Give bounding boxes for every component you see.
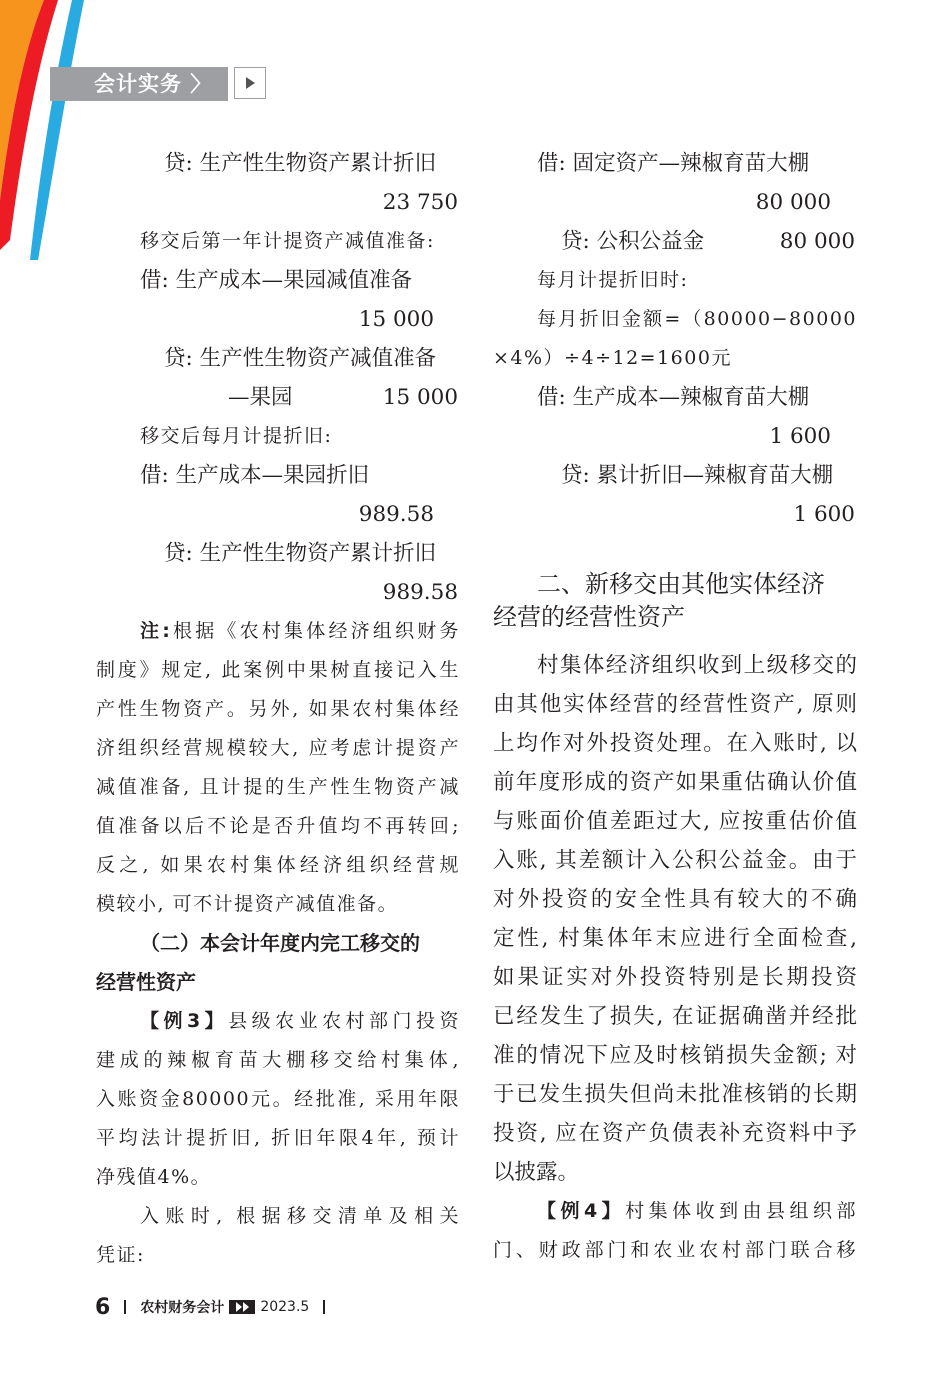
note-line: 制度》规定, 此案例中果树直接记入生 [96,659,460,681]
paragraph-line: 村集体经济组织收到上级移交的 [537,653,857,678]
note-line: 模较小, 可不计提资产减值准备。 [96,893,399,915]
paragraph-line: 定性, 村集体年末应进行全面检查, [493,926,857,951]
note-line: 减值准备, 且计提的生产性生物资产减 [96,776,460,798]
amount: 15 000 [382,385,458,410]
amount: 15 000 [358,307,434,332]
note-line: 济组织经营规模较大, 应考虑计提资产 [96,737,460,759]
step-label: 移交后每月计提折旧: [140,425,333,447]
example-label: 【例4】 [537,1200,626,1222]
paragraph-line: 对外投资的安全性具有较大的不确 [493,887,857,912]
example-line [493,1192,857,1231]
credit-entry: 贷: 生产性生物资产累计折旧 [164,541,437,566]
step-label: 移交后第一年计提资产减值准备: [140,230,435,252]
amount: 1 600 [769,424,831,449]
debit-entry: 借: 生产成本—辣椒育苗大棚 [537,385,810,410]
section-tag-label: 会计实务 〉 [94,72,213,96]
paragraph-line: 如果证实对外投资特别是长期投资 [493,965,857,990]
entry-intro-line: 入账时, 根据移交清单及相关 [140,1205,460,1227]
paragraph-line: 上均作对外投资处理。在入账时, 以 [493,731,857,756]
example-text: 县级农业农村部门投资 [228,1010,460,1032]
section-heading: 经营的经营性资产 [493,603,685,631]
example-line: 入账资金80000元。经批准, 采用年限 [96,1088,460,1110]
right-column [493,144,857,1270]
paragraph-line: 入账, 其差额计入公积公益金。由于 [493,848,857,873]
paragraph-line: 前年度形成的资产如果重估确认价值 [493,770,857,795]
debit-entry: 借: 生产成本—果园折旧 [140,463,370,488]
debit-entry: 借: 固定资产—辣椒育苗大棚 [537,151,810,176]
example-line: 门、财政部门和农业农村部门联合移 [493,1239,857,1261]
amount: 23 750 [382,190,458,215]
example-line: 建成的辣椒育苗大棚移交给村集体, [96,1049,460,1071]
example-line [96,1002,460,1041]
example-line: 平均法计提折旧, 折旧年限4年, 预计 [96,1127,460,1149]
credit-entry: 贷: 累计折旧—辣椒育苗大棚 [561,463,834,488]
subsection-heading: 经营性资产 [96,970,196,994]
example-text: 村集体收到由县组织部 [625,1200,857,1222]
note-line: 产性生物资产。另外, 如果农村集体经 [96,698,460,720]
double-arrow-icon [229,1300,255,1314]
account-name: —果园 [228,385,293,410]
subsection-heading: （二）本会计年度内完工移交的 [140,931,420,955]
credit-entry: 贷: 生产性生物资产减值准备 [164,346,437,371]
paragraph-line: 于已发生损失但尚未批准核销的长期 [493,1082,857,1107]
note-text: 根据《农村集体经济组织财务 [171,620,460,642]
entry-intro-line: 凭证: [96,1244,145,1266]
page-footer [95,1295,339,1319]
section-heading: 二、新移交由其他实体经济 [537,570,825,598]
debit-entry: 借: 生产成本—果园减值准备 [140,268,413,293]
issue-number: 2023.5 [260,1299,310,1315]
page-number: 6 [95,1294,111,1320]
paragraph-line: 已经发生了损失, 在证据确凿并经批 [493,1004,857,1029]
account-name: 贷: 公积公益金 [561,229,705,254]
paragraph-line: 准的情况下应及时核销损失金额; 对 [493,1043,857,1068]
footer-divider [124,1300,126,1314]
note-line [96,612,460,651]
paragraph-line: 由其他实体经营的经营性资产, 原则 [493,692,857,717]
paragraph-line: 投资, 应在资产负债表补充资料中予 [493,1121,857,1146]
credit-entry [493,222,857,261]
credit-entry: 贷: 生产性生物资产累计折旧 [164,151,437,176]
note-label: 注: [140,620,172,642]
magazine-name: 农村财务会计 [140,1300,225,1316]
note-line: 反之, 如果农村集体经济组织经营规 [96,854,460,876]
play-arrow-icon [234,67,266,99]
section-tag [50,67,228,101]
amount: 989.58 [358,502,434,527]
amount: 80 000 [755,190,831,215]
example-line: 净残值4%。 [96,1166,212,1188]
formula-line: 每月折旧金额=（80000−80000 [537,308,857,330]
example-label: 【例3】 [140,1010,229,1032]
note-line: 值准备以后不论是否升值均不再转回; [96,815,460,837]
amount: 80 000 [779,229,855,254]
amount: 989.58 [382,580,458,605]
amount: 1 600 [793,502,855,527]
paragraph-line: 与账面价值差距过大, 应按重估价值 [493,809,857,834]
paragraph-line: 以披露。 [493,1160,580,1185]
credit-entry-cont [96,378,460,417]
formula-line: ×4%）÷4÷12=1600元 [493,347,732,369]
step-label: 每月计提折旧时: [537,269,689,291]
footer-divider [323,1300,325,1314]
left-column [96,144,460,1275]
